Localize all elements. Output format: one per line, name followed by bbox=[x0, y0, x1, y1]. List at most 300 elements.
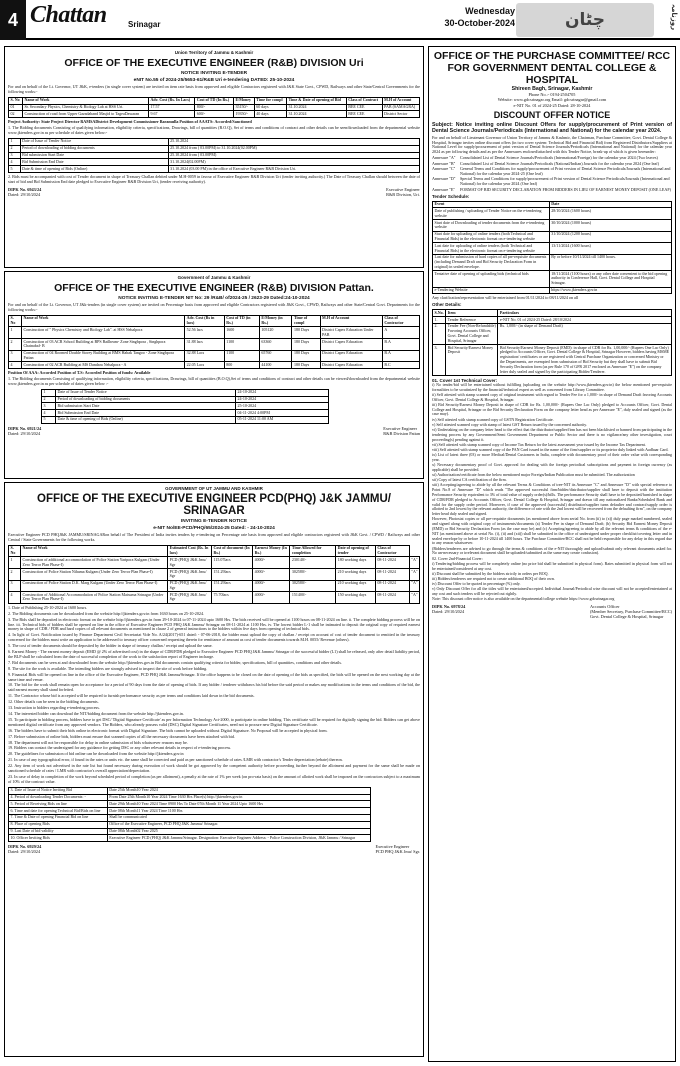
table-header-cell: Estimated Cost (Rs. In lacs) bbox=[168, 545, 212, 557]
table-row bbox=[9, 787, 371, 794]
annexure-item bbox=[432, 188, 672, 193]
tender-notice-pcd-phq bbox=[4, 482, 424, 1057]
table-header-cell: S. No bbox=[9, 315, 22, 327]
table-cell: 180 Days bbox=[292, 362, 320, 369]
table-row bbox=[433, 345, 672, 376]
ad-nit-number: NOTICE INVITING E-TENDER NIT No: 29 /R&B/ of2024-25 / 2623-29 Dated:24-10-2024 bbox=[118, 296, 310, 301]
table-cell: 4000/- bbox=[253, 592, 290, 604]
table-header-cell: M.H of Account bbox=[382, 97, 419, 104]
table-header-cell: S.No. bbox=[434, 309, 444, 315]
table-header-cell: E/Money bbox=[234, 97, 255, 104]
offer-heading: DISCOUNT OFFER NOTICE bbox=[493, 109, 611, 120]
phone: Phone No.:- 0194-2504705 bbox=[528, 92, 576, 98]
table-cell: 10. Officer Inviting Bids bbox=[9, 835, 108, 842]
condition-item: iii) Bidders/tenderers are required not to create additional BOQ of their own. bbox=[432, 575, 555, 581]
table-cell: 9.67 bbox=[149, 111, 195, 118]
ad-notice-label: INVITING E-TENDER NOTICE bbox=[180, 519, 248, 524]
table-cell: 08-11-2024 bbox=[375, 557, 409, 569]
table-cell: 24-10-2024 bbox=[235, 389, 328, 396]
table-cell: PCD (PHQ) J&K Jmu/ Sgr bbox=[168, 580, 212, 592]
issue-day: Wednesday bbox=[465, 6, 515, 16]
condition-item: 3. The Bids shall be deposited in electronic format on the website http://jktenders.gov.in from 29-10-2024 to 07-11-2024 upto 1600 Hrs. The bids received will be opened at 1100 hours on 08-11-2024 on line. ii. The complete bidding process will be on line. iii. Technical bids of bidders shall be opened on line in the office of Executive Engineer PCD PHQ J&K Jammu/ Srinagar on 08-11-2024 at 1100 Hrs. iv. The lowest bidder L-1 shall be intimated to deposit the original copy of required earnest money in shape of CDR / FDR and hard copies of all relevant documents as mentioned in clause 2 of general instructions to the bidders within five days from opening of technical bids. bbox=[8, 616, 420, 632]
subject: Subject: Notice inviting online Discount Offers for supply/procurement of Print version of Dental Science Journals/Periodicals (International and National) for the calendar year 2024. bbox=[432, 121, 672, 134]
table-cell: 3. bbox=[433, 345, 446, 376]
table-cell: 24-10-2024 bbox=[235, 396, 328, 403]
table-cell: 302580/- bbox=[290, 580, 336, 592]
table-row bbox=[9, 592, 420, 604]
table-cell: PCD (PHQ) J&K Jmu/ Sgr bbox=[168, 592, 212, 604]
table-cell: 08-11-2024 bbox=[375, 592, 409, 604]
tender-schedule-table bbox=[432, 201, 672, 295]
table-header-cell: Item bbox=[446, 310, 498, 317]
condition-item: 18. The department will not be responsible for delay in online submission of bids whatsoever reasons may be. bbox=[8, 739, 188, 745]
condition-item: iv) Discount Offer to be quoted in percentage (%) only. bbox=[432, 581, 521, 587]
table-row bbox=[433, 243, 672, 255]
table-row bbox=[9, 145, 420, 152]
table-header-cell: Date of opening of tender bbox=[336, 545, 376, 557]
condition-item: 6. Earnest Money - The earnest money deposit (EMD @ 2% of advertised cost) in the shape of CDR/FDR pledged to Executive Engineer PCD PHQ J&K Jammu/ Srinagar of the successful bidder (L1) shall be released, only after detail liability period, the BLP shall be calculated from the date of successful completion of the work to the satisfaction report of Engineer incharge. bbox=[8, 649, 420, 659]
table-cell: 08-11-2024 bbox=[375, 569, 409, 581]
table-cell: 31.10.2024 bbox=[286, 111, 346, 118]
table-header-cell: Class of Contractor bbox=[382, 315, 419, 327]
table-cell: Construction of 02 ACR Building at MS Dandara Nehalpora - A bbox=[21, 362, 184, 369]
table-row bbox=[9, 814, 371, 821]
table-cell: 44100 bbox=[259, 362, 292, 369]
table-cell: 25.10.2024 from ( 03.00PM) bbox=[168, 152, 419, 159]
table-cell: 02 bbox=[9, 111, 23, 118]
table-cell: 08-11-2024 bbox=[375, 580, 409, 592]
ad-header: Government of Jammu & Kashmir bbox=[177, 275, 251, 280]
table-cell: 31/10/2024 (1200 hours) bbox=[549, 231, 671, 243]
condition-item: v) Self attested scanned copy with stamp of latest GST Return issued by the concerned authority. bbox=[432, 421, 587, 427]
table-cell: BEE CEE bbox=[346, 111, 382, 118]
ad-para-1: 1. The Bidding documents Consisting of qualifying information, eligibility criteria, specifications, Drawings, bill of quantities (B.O.Q),Set of terms and conditions of contract and other details can be viewed/downloaded from the departmental website www.jktenders.gov.in as per schedule of dates given below :- bbox=[8, 375, 420, 386]
table-cell: 2 bbox=[9, 145, 21, 152]
ad-para-1: 1. The Bidding documents Consisting of qualifying information, eligibility criteria, specifications, Drawings, bill of quantities (B.O.Q), Set of terms and conditions of contract and other details can be seen/downloaded from the departmental website www.jktenders.gov.in as per schedule of dates given below:- bbox=[8, 125, 420, 136]
table-header-cell: Name of Work bbox=[21, 545, 168, 557]
table-cell: https://www.jktenders.gov.in bbox=[549, 287, 671, 294]
table-cell: Rs. 1,000/- (in shape of Demand Draft) bbox=[498, 323, 672, 344]
condition-item: 7. Bid documents can be seen at and downloaded from the website http://jktenders.gov.in Bid documents contain qualifying criteria for bidder, specifications, bill of quantities, conditions and other details. bbox=[8, 659, 343, 665]
table-cell: By or before 10/11/2024 till 1400 hours. bbox=[549, 254, 671, 270]
table-row bbox=[41, 403, 328, 410]
condition-item: ix) List of latest three (03) or more Medical/Dental Customers in India, complete with documentary proof of their order value with corresponding year. bbox=[432, 452, 672, 462]
table-cell: B.A bbox=[382, 350, 419, 362]
table-cell: 800/- bbox=[195, 104, 234, 111]
table-cell: Date 08th Month11 Year 2024 Time 1100 Hrs bbox=[107, 808, 370, 815]
table-cell: 4 bbox=[9, 159, 21, 166]
table-cell: B.C bbox=[382, 362, 419, 369]
table-header-cell: Class of Contractor bbox=[375, 545, 409, 557]
table-cell: 52.56 lacs bbox=[185, 327, 225, 339]
condition-item: 5. The cost of tender documents should be deposited by the bidder in shape of treasury challan / receipt and upload the same. bbox=[8, 643, 213, 649]
conditions-list bbox=[8, 606, 420, 785]
table-cell: Start date of Downloading of tender documents from the e-tendering website bbox=[433, 220, 550, 232]
ad-notice-label: NOTICE INVITING E-TENDER bbox=[180, 71, 248, 76]
table-row bbox=[433, 208, 672, 220]
table-cell: 25-10-2024 bbox=[235, 403, 328, 410]
signatory-title: Executive Engineer bbox=[375, 844, 410, 850]
table-header-cell: Earnest Money (In Rs.) bbox=[253, 545, 290, 557]
table-header-cell: Date bbox=[549, 201, 671, 208]
signatory-office: R&B Division, Uri. bbox=[386, 191, 420, 197]
table-cell: 1 bbox=[9, 138, 21, 145]
table-cell: 75.70lacs bbox=[211, 592, 252, 604]
table-cell: 30/10/2024 (1000 hours) bbox=[549, 220, 671, 232]
condition-item: iii) Bid Security/Earnest Money Deposit in shape of CDR for Rs. 1,00,000/- (Rupees One Lac Only) pledged to Accounts Officer, Govt. Dental College and Hospital, Srinagar or the Bid Security Declaration Form on the company letter head as per Annexure "E", duly sealed and signed (as the case may). bbox=[432, 401, 672, 417]
table-cell: District Capex Education bbox=[320, 339, 382, 351]
table-cell: 4. Period of downloading Tender Documents: - bbox=[9, 794, 108, 801]
masthead bbox=[0, 0, 680, 40]
table-cell: 25.10.2024 from ( 03.00PM) to 31.10.2024(02.00PM) bbox=[168, 145, 419, 152]
schedule-table bbox=[8, 787, 371, 842]
ad-nit-number: e-NIT No/EE-PCD/PHQ/65/2024-25 Dated: - 24-10-2024 bbox=[153, 526, 275, 531]
table-header-cell: Cost of TD (In Rs.) bbox=[195, 97, 234, 104]
table-cell: 2. bbox=[433, 323, 446, 344]
table-cell: Tentative date of opening of uploading bids (technical bids bbox=[433, 271, 550, 287]
signatory-office: Govt. Dental College & Hospital, Srinagar bbox=[589, 614, 664, 620]
table-cell: 31.88 lacs bbox=[185, 339, 225, 351]
table-cell: 105120 bbox=[259, 327, 292, 339]
schedule-table bbox=[8, 138, 420, 173]
ad-header: GOVERNMENT OF UT JAMMU AND KASHMIR bbox=[165, 486, 263, 491]
table-cell: B.A bbox=[382, 339, 419, 351]
table-cell: Construction of 03 ACR School Building at BPS Bailheam- Zone Singhpora , Singhpora Chainabal- B bbox=[21, 339, 184, 351]
other-details-table bbox=[432, 309, 672, 376]
table-header-cell: Cost of TD (in Rs.) bbox=[224, 315, 259, 327]
table-row bbox=[9, 835, 371, 842]
dipk-date: Dated: 29/10/2024 bbox=[8, 849, 41, 855]
table-cell: 1100 bbox=[224, 350, 259, 362]
table-header-cell: Time of compl bbox=[292, 315, 320, 327]
table-cell: 115.07lacs bbox=[211, 557, 252, 569]
table-cell: 31.10.2024 (03.00 PM) in the office of Executive Engineer R&B Division Uri. bbox=[168, 166, 419, 173]
table-cell: Bid Security/Earnest Money Deposit (EMD): in shape of CDR for Rs. 1,00,000/- (Rupees One Lac Only) pledged to Accounts Officer, Govt. Dental College & Hospital, Srinagar However, bidders having MSME registration/ certificates or are registered with Central Purchase Organization or concerned Ministry or the Departments, are exempted from submission of Bid Security but they shall have to submit Bid Security Declaration form (as per Rule 170 of GFR 2017 enclosed as Annexure "E") on the company letter duly sealed and signed by the participating Bidder/Tenderer. bbox=[498, 345, 672, 376]
condition-item: ii) Discount shall be submitted by the bidders strictly in orders per BOQ. bbox=[432, 570, 549, 576]
table-cell: Start date for uploading of online tenders (both Technical and Financial Bids) in the electronic format on e-tendering website bbox=[433, 231, 550, 243]
table-cell: District Capex Education bbox=[320, 362, 382, 369]
table-cell: Construction of Additional Accommodation of Police Station Maisuma Srinagar (Under Zero Terror Plan Phase-I) bbox=[21, 592, 168, 604]
ad-header: Union Territory of Jammu & Kashmir bbox=[174, 50, 254, 55]
condition-item: vii) Self attested with stamp scanned copy of Income Tax Return for the latest assessment year issued by the Income Tax Department. bbox=[432, 441, 646, 447]
table-cell: PCD (PHQ) J&K Jmu/ Sgr bbox=[168, 557, 212, 569]
table-cell: PAB (SAMAGRA) bbox=[382, 104, 419, 111]
table-row bbox=[9, 801, 371, 808]
condition-item: 02. Cover 2nd-Financial Cover: bbox=[432, 555, 483, 561]
table-cell: Period of downloading of bidding documents bbox=[20, 145, 168, 152]
table-cell: 22.05 Lacs bbox=[185, 362, 225, 369]
table-cell: 5. Period of Receiving Bids on line bbox=[9, 801, 108, 808]
table-cell: Tender Fee (Non-Refundable) Favoring Accounts Officer, Govt. Dental College and Hospital, Srinagar bbox=[446, 323, 498, 344]
page-number: 4 bbox=[0, 0, 26, 40]
annexure-key: Annexure "E" bbox=[432, 186, 456, 192]
conditions-list bbox=[432, 383, 672, 602]
table-cell: Construction of " Physics Chemistry and Biology Lab". at HSS Nehalpora bbox=[21, 327, 184, 339]
table-cell: Office of the Executive Engineer, PCD PHQ J&K Jammu/ Srinagar. bbox=[107, 821, 370, 828]
condition-item: 15. To participate in bidding process, bidders have to get DSC/ 'Digital Signature Certificate' as per Information Technology Act-2000, to participate in online bidding. This certificate will be required for digitally signing the bid. Bidders can get above mentioned digital certificate from any approved vendors. The Bidders, who already possess valid (DSC) Digital Signature Certificates, need not to procure new Digital Signature Certificate. bbox=[8, 716, 420, 727]
ad-nit-number: eNIT No.55 of 2024-25/5653-61/R&B Uri e-tendering DATED: 25-10-2024 bbox=[133, 78, 295, 83]
table-header-cell: Time for compl bbox=[254, 97, 286, 104]
condition-item: 4. In light of Govt. Notification issued by Finance Department Civil Secretariat Vide No. A/24(2017)-651 dated: - 07-06-2018, the bidder must upload the copy of challan / receipt on account of cost of tender document to remitted in the treasury concerned for the bidders must write an application to be addressed to treasury officer concerned requesting therein for remittance of amount as cost of tender documents towards M.H. 0055/ Revenue (others). bbox=[8, 632, 420, 643]
table-cell: 5 bbox=[41, 416, 55, 423]
table-cell: PCD (PHQ) J&K Jmu/ Sgr bbox=[168, 569, 212, 581]
annexure-desc: General Terms and Conditions for supply/procurement of Print version of Dental Science Periodicals/Journals (International and National) for the calendar year 2024-25 (One leaf) bbox=[460, 166, 671, 176]
condition-item: 19. Bidders can contact the undersigned for any guidance for getting DSC or any other relevant details in respect of e-tendering process. bbox=[8, 745, 232, 751]
ad-title: OFFICE OF THE EXECUTIVE ENGINEER PCD(PHQ) J&K JAMMU/ SRINAGAR bbox=[37, 493, 391, 517]
table-row bbox=[41, 410, 328, 417]
condition-item: xi) Authorization/certificate from the below mentioned major Foreign/Indian Publication must be submitted. The authorization bbox=[432, 472, 635, 478]
urdu-logo: چٹان bbox=[516, 3, 654, 37]
table-cell: 04-11-2024 4:00PM bbox=[235, 410, 328, 417]
table-row bbox=[433, 231, 672, 243]
table-cell: 35150/- bbox=[234, 104, 255, 111]
condition-item: 17. Before submission of online bids, bidders must ensure that scanned copies of all the necessary documents have been attached with bid. bbox=[8, 733, 235, 739]
annexure-desc: FORMAT OF BID SECURITY DECLARATION FROM BIDDERS IN LIEU OF EARNEST MONEY DEPOSIT (ONE LEAF) bbox=[460, 186, 671, 192]
table-cell: Bid Security/Earnest Money Deposit bbox=[446, 345, 498, 376]
table-cell: Bid Submission End Date bbox=[20, 159, 168, 166]
condition-item: v) Only Discount Offer for all the titles will be entertained/accepted. Individual Journal/Periodical wise discount will not be accepted/entertained at any cost and such tenders will be rejected out rightly. bbox=[432, 586, 672, 597]
table-header-cell: M.H of Account bbox=[320, 315, 382, 327]
works-table bbox=[8, 545, 420, 604]
works-table bbox=[8, 97, 420, 118]
table-cell: 302580/- bbox=[290, 569, 336, 581]
ad-intro: For and on behalf of the Lt. Governor, UT J&k-tenders (in single cover system) are invited on Percentage basis from approved and eligible Contractors registered with J&K Govt., CPWD, Railways and other State/Central Govt. Departments for the following works:- bbox=[8, 302, 420, 312]
cover-1-title: 01. Cover 1st Technical Cover: bbox=[432, 377, 498, 383]
condition-item: 14. The interested bidder can download the NIT/bidding document from the website http://jktenders.gov.in. bbox=[8, 711, 184, 716]
dipk-number: DIPK No. 6929/24 bbox=[8, 844, 42, 850]
signatory-role: (Member Secretary, Purchase Committee/RCC) bbox=[589, 609, 672, 615]
table-cell: Construction of additional accommodation of Police Station Yaripora Kulgam (Under Zero Terror Plan Phase-I) bbox=[21, 557, 168, 569]
table-cell: Bid Submission End Date bbox=[56, 410, 236, 417]
annexure-desc: Consolidated List of Dental Science Journals/Periodicals (National/Indian) Journals for the calendar year 2024 (One leaf) bbox=[460, 160, 659, 166]
table-cell: 1 bbox=[9, 557, 21, 569]
condition-item: 10. The bid for the work shall remain open for acceptance for a period of 90 days from the date of opening of bids. If any bidder / tenderer withdraws his bid before the said period or makes any modifications in the terms and conditions of the bid, the said earnest money shall stand forfeited. bbox=[8, 682, 420, 693]
condition-item: However, Photostat copies or all pre-requisite documents (as mentioned above from serial No. from (ii) to (x)) duly page marked numbered, sealed and signed along with original copy of instruments/documents (a) Tender Fee in shape of Demand Draft; (b) Security Bid Earnest Money Deposit (EMD) or Bid Security Declaration Form (as the case may be) and (c) Accepting/agreeing to abide by all the relevant terms & conditions of the e-NIT (as mentioned above at serial No. (i), (ii) and (xii)) shall be submitted in the office of undersigned under proper checklist/covering letter and in sealed envelope by or before 10-11-2024 till 1400 hours. The Purchase Committee/RCC shall not be held responsible for any delay in this regard due to any reason whatsoever. bbox=[432, 516, 672, 546]
table-cell: 40 days bbox=[254, 111, 286, 118]
ad-intro: Executive Engineer PCD PHQJ&K JAMMU/SRINAGARon behalf of The President of India invites tenders by e-tendering on Percentage rate basis from approved and eligible contractors registered with J&K Govt. / CPWD / Railways and other Central / State Governments for the following works. bbox=[8, 532, 420, 542]
table-cell: 800 bbox=[224, 362, 259, 369]
ad-title: OFFICE OF THE EXECUTIVE ENGINEER (R&B) DIVISION Pattan. bbox=[54, 282, 374, 294]
table-header-cell: S. No bbox=[9, 97, 23, 104]
table-cell: 9. Last Date of bid validity bbox=[9, 828, 108, 835]
table-row bbox=[433, 220, 672, 232]
annexure-desc: Consolidated List of Dental Science Journals/Periodicals (International/Foreign) for the calendar year 2024 (Two leaves) bbox=[460, 155, 658, 161]
table-row bbox=[9, 808, 371, 815]
signatory-title: Executive Engineer bbox=[383, 425, 417, 431]
table-cell: 3 bbox=[9, 580, 21, 592]
table-row bbox=[41, 396, 328, 403]
dipk-number: DIPK No. 6978/24 bbox=[432, 604, 466, 610]
table-cell: From Date 25th Month10 Year 2024 Time 1630 Hrs Place(s) http://jktenders.gov.in bbox=[107, 794, 370, 801]
table-cell: Shall be communicated bbox=[107, 814, 370, 821]
table-row bbox=[433, 287, 672, 294]
table-row bbox=[433, 271, 672, 287]
issue-date: 30-October-2024 bbox=[444, 18, 515, 28]
table-row bbox=[433, 254, 672, 270]
table-header-cell: Cost of document (In Rs.) bbox=[211, 545, 252, 557]
ad-title: OFFICE OF THE PURCHASE COMMITTEE/ RCC FOR GOVERNMENT DENTAL COLLEGE & HOSPITAL bbox=[433, 50, 671, 87]
position-line: Position Of AAA: Accorded Position of T.S: Accorded Position of funds: Available bbox=[8, 369, 151, 375]
dipk-date: Dated: 29/10/2024 bbox=[8, 430, 41, 436]
table-header-cell: Name of Work bbox=[21, 315, 184, 327]
table-cell: Date 29th Month10 Year 2024 Time 0900 Hrs To Date 07th Month 11 Year 2024 Upto 1600 Hrs bbox=[107, 801, 370, 808]
table-cell: 3 bbox=[9, 350, 22, 362]
table-cell: 4000/- bbox=[253, 569, 290, 581]
table-row bbox=[9, 828, 371, 835]
project-authority: Project Authority: State Project Director RAMSADistrict Development Commissioner Baramulla Position of AAATS: Accorded/Sanctioned bbox=[8, 119, 252, 125]
table-cell: "A" bbox=[409, 557, 419, 569]
clarification-line: Any clarification/representation will be entertained from 01/11/2024 to 08/11/2024 on all bbox=[432, 295, 579, 301]
table-cell: District Sector bbox=[382, 111, 419, 118]
table-cell: "A" bbox=[409, 592, 419, 604]
table-cell: Date of publishing / uploading of Tender Notice on the e-tendering website bbox=[433, 208, 550, 220]
table-cell: 2 bbox=[41, 396, 55, 403]
table-cell: 3. Date of Issue of Notice Inviting Bid bbox=[9, 787, 108, 794]
table-row bbox=[9, 327, 420, 339]
table-cell: Date of Issue of Tender Notice bbox=[56, 389, 236, 396]
table-row bbox=[9, 821, 371, 828]
table-cell: "A" bbox=[409, 569, 419, 581]
table-cell: Last date for submission of hard copies of all pre-requisite documents (including Demand Draft and Bid Security Declaration Form in original) in sealed envelope. bbox=[433, 254, 550, 270]
table-row bbox=[433, 317, 672, 324]
web-email: Website: www.gdcsrinagar.org Email: gdcsrinagar@gmail.com bbox=[497, 97, 607, 103]
table-row bbox=[9, 138, 420, 145]
tender-notice-rb-pattan bbox=[4, 271, 424, 479]
table-header-cell: E/Money (in Rs.) bbox=[259, 315, 292, 327]
table-header-cell: Class of Contract bbox=[346, 97, 382, 104]
newspaper-logo: Chattan bbox=[30, 2, 107, 28]
table-row bbox=[9, 557, 420, 569]
condition-item: xiii) Accepting/agreeing to abide by all the relevant Terms & Conditions of tree-NIT its Annexure "C" and Annexure "D" with special reference to Point No.8 of Annexure "D" which reads "The approved successful firm/bidder/distributor/supplier shall have to deposit with the institution Performance Security equivalent to 3% of total value of supply order(s)/bills. The performance Security shall have to be deposited/furnished in shape of CDR/FDR pledged to Accounts Officer, Govt. Dental College & Hospital, Srinagar and drawn till any nationalized Banks/Scheduled Bank and valid for the supply order period. Moreover, if case of the approved (successful) distributor/supplier turns defaulter and contract/supply order is allotted to 2nd lowest by the relevant authority, the difference of rate with the 2nd lowest will be recovered from the defaulting firm", on the company letter head duly sealed and signed. bbox=[432, 482, 673, 517]
address: Shireen Bagh, Srinagar, Kashmir bbox=[511, 86, 593, 93]
table-cell: 01 bbox=[9, 104, 23, 111]
table-row bbox=[9, 152, 420, 159]
table-cell: 8. Place of opening Bids bbox=[9, 821, 108, 828]
table-row bbox=[9, 166, 420, 173]
condition-item: 11. The Contractor whose bid is accepted will be required to furnish performance security as per terms and conditions laid down in the bid documents. bbox=[8, 693, 255, 699]
table-row bbox=[41, 416, 328, 423]
table-cell: 5 bbox=[9, 166, 21, 173]
table-cell: 4 bbox=[9, 592, 21, 604]
table-row bbox=[41, 389, 328, 396]
table-cell: 180 Days bbox=[292, 350, 320, 362]
condition-item: 12. Other details can be seen in the bidding documents. bbox=[8, 699, 99, 705]
condition-item: viii) Self attested with stamp scanned copy of the PAN Card issued in the name of the firm/supplier or its proprietor duly linked with Aadhaar Card. bbox=[432, 446, 669, 452]
table-cell: 210 working days bbox=[336, 569, 376, 581]
condition-item: 22. Any item of work not advertised in the rate list but found necessary during execution of work should be got approved by the competent authority before proceeding further beyond the allotment and payment for the same shall be made on sanctioned schedule of rates / LMR with contractor's overall appreciation/depreciation. bbox=[8, 763, 420, 774]
table-cell: 1 bbox=[9, 327, 22, 339]
annexure-key: Annexure "D" bbox=[432, 176, 456, 182]
table-cell: 05-11-2024 11:00 AM bbox=[235, 416, 328, 423]
table-cell: District Capex Education Under PAB bbox=[320, 327, 382, 339]
signatory-title: Executive Engineer bbox=[386, 186, 420, 192]
table-cell: 32.88 Lacs bbox=[185, 350, 225, 362]
table-row bbox=[9, 104, 420, 111]
dipk-number: DIPK No. 6943/24 bbox=[8, 186, 42, 192]
table-cell: 600/- bbox=[195, 111, 234, 118]
tender-notice-rb-uri bbox=[4, 46, 424, 268]
table-cell: 230140/- bbox=[290, 557, 336, 569]
table-cell: 65760 bbox=[259, 350, 292, 362]
condition-item: Note: This discount offer notice is also available on the departmental/college website https://www.gdcsrinagar.org bbox=[432, 596, 615, 602]
condition-item: 20. The guidelines for submission of bid online can be downloaded from the website http://jktenders.gov.in bbox=[8, 751, 184, 757]
table-cell: 151.29lacs bbox=[211, 580, 252, 592]
condition-item: ii) Self attested with stamp scanned copy of original instrument with regard to Tender Fee for a 1,000/- in shape of Demand Draft favoring Accounts Officer, Govt. Dental College & Hospital, Srinagar. bbox=[432, 391, 672, 402]
table-cell: 31.10.2024 bbox=[286, 104, 346, 111]
table-cell: Date 08th Month02 Year 2025 bbox=[107, 828, 370, 835]
table-cell: 4 bbox=[9, 362, 22, 369]
table-cell: 19350/- bbox=[234, 111, 255, 118]
table-cell: 28/10/2024 (1600 hours) bbox=[549, 208, 671, 220]
annexure-item bbox=[432, 177, 672, 187]
annexure-desc: Special Terms and Conditions for supply/procurement of Print version of Dental Science Periodicals/Journals (International and National) for the calendar year 2024 (One leaf) bbox=[460, 176, 670, 187]
signatory-title: Accounts Officer bbox=[589, 604, 620, 610]
table-header-cell: Event bbox=[433, 201, 550, 208]
table-cell: Tender Reference bbox=[446, 317, 498, 324]
table-row bbox=[9, 339, 420, 351]
dipk-number: DIPK No. 6921/24 bbox=[8, 425, 42, 431]
condition-item: x) Necessary documentary proof of Govt. approval for dealing with the foreign periodical subscriptions and payment in foreign currency (as applicable) shall be provided. bbox=[432, 462, 672, 472]
table-cell: 18/11/2024 (1100 hours) or any other date convenient to the bid opening authority in Conference Hall, Govt. Dental College and Hospital Srinagar. bbox=[549, 271, 671, 287]
condition-item: 2. The Bidding documents can be downloaded from the website http://jktenders.gov.in from 1630 hours on 25-10-2024. bbox=[8, 610, 205, 616]
table-header-cell: Name of Work bbox=[22, 97, 148, 104]
condition-item: 21. In case of any typographical error, if found in the rates or units etc. the same shall be corrected and paid as per sanctioned schedule of rates /LMR with contractor's Tender depreciation (rebate) thereon. bbox=[8, 757, 343, 763]
table-cell: "A" bbox=[409, 580, 419, 592]
table-cell: 151400/- bbox=[290, 592, 336, 604]
table-header-cell: Time & Date of opening of Bid bbox=[286, 97, 346, 104]
table-cell: 13/11/2024 (1600 hours) bbox=[549, 243, 671, 255]
annexure-key: Annexure "A" bbox=[432, 155, 456, 161]
table-cell: 2 bbox=[9, 339, 22, 351]
table-cell: Last date for uploading of online tenders (both Technical and Financial Bids) in the electronic format on e-tendering website bbox=[433, 243, 550, 255]
table-cell: 1600 bbox=[224, 327, 259, 339]
left-column bbox=[4, 46, 424, 1062]
condition-item: iv) Self attested with stamp scanned copy of GSTN Registration Certificate. bbox=[432, 416, 554, 422]
table-cell: 180 working days bbox=[336, 557, 376, 569]
condition-item: 8. The site for the work is available. The intending bidders are strongly advised to inspect the site of work before bidding. bbox=[8, 665, 208, 671]
table-cell: 3 bbox=[9, 152, 21, 159]
condition-item: (Bidders/tenderers are advised to go through the terms & conditions of the e-NIT thoroughly and upload/submit only relevant documents asked for. No un-necessary or irrelevant document shall be uploaded/submitted as the same may create confusion). bbox=[432, 545, 672, 556]
table-cell: Period of downloading of bidding documents bbox=[56, 396, 236, 403]
table-cell: Construction of Police Station Nihama Kulgam (Under Zero Terror Plan Phase-I) bbox=[21, 569, 168, 581]
table-row bbox=[9, 159, 420, 166]
table-row bbox=[9, 350, 420, 362]
table-cell: Construction of Police Station D.K. Marg Kulgam (Under Zero Terror Plan Phase-I) bbox=[21, 580, 168, 592]
works-table bbox=[8, 315, 420, 369]
table-cell: Date & time of opening of Bids (Online) bbox=[20, 166, 168, 173]
ad-para-2: 2. Bids must be accompanied with cost of Tender document in shape of Treasury Challan debited under M.H-0059 in favour of Executive Engineer R&B Division Uri (tender inviting authority.) The Date of Treasury Challan should between the date of start of bid and Bid Submission End date pledged to Executive Engineer R&B Division Uri, (tender receiving authority). bbox=[8, 173, 420, 184]
condition-item: vi) Undertaking on the company letter head to the effect that the distributor/supplier/firm has not been blacklisted or banned from participating in the tendering process by any Government/Semi Government Department or Public Sector and there is no vigilance/any other investigation, court proceeding(s) pending against it. bbox=[432, 426, 672, 442]
table-cell: District Capex Education bbox=[320, 350, 382, 362]
table-header-cell: S. No bbox=[9, 545, 21, 557]
table-row bbox=[9, 362, 420, 369]
table-cell: Executive Engineer PCD (PHQ) J&K Jammu/Srinagar. Designation: Executive Engineer Address: - Police Construction Division, J&K Jammu / Srinagar bbox=[107, 835, 370, 842]
nit-number: e-NIT No. 01 of 2024-25 Dated: 28-10-2024 bbox=[513, 102, 591, 108]
table-header-cell: Time Allowed for completion bbox=[290, 545, 336, 557]
ad-title: OFFICE OF THE EXECUTIVE ENGINEER (R&B) DIVISION Uri bbox=[64, 57, 364, 69]
signatory-office: R&B Division Pattan bbox=[383, 430, 420, 436]
condition-item: i) Tendering/bidding process will be completely online (no price bid shall be submitted in physical form). Rates submitted in physical form will not be entertained/considered at any cost. bbox=[432, 560, 672, 571]
condition-item: 1. Date of Publishing 25-10-2024 at 1600 hours. bbox=[8, 604, 88, 610]
table-cell: 17.57 bbox=[149, 104, 195, 111]
annexure-key: Annexure "C" bbox=[432, 166, 456, 172]
table-cell: 1100 bbox=[224, 339, 259, 351]
dipk-date: Dated: 29/10/2024 bbox=[432, 609, 465, 615]
table-cell: BEE CEE bbox=[346, 104, 382, 111]
table-cell: A bbox=[382, 327, 419, 339]
table-cell: 3 bbox=[41, 403, 55, 410]
table-header-cell: Particulars bbox=[498, 310, 672, 317]
